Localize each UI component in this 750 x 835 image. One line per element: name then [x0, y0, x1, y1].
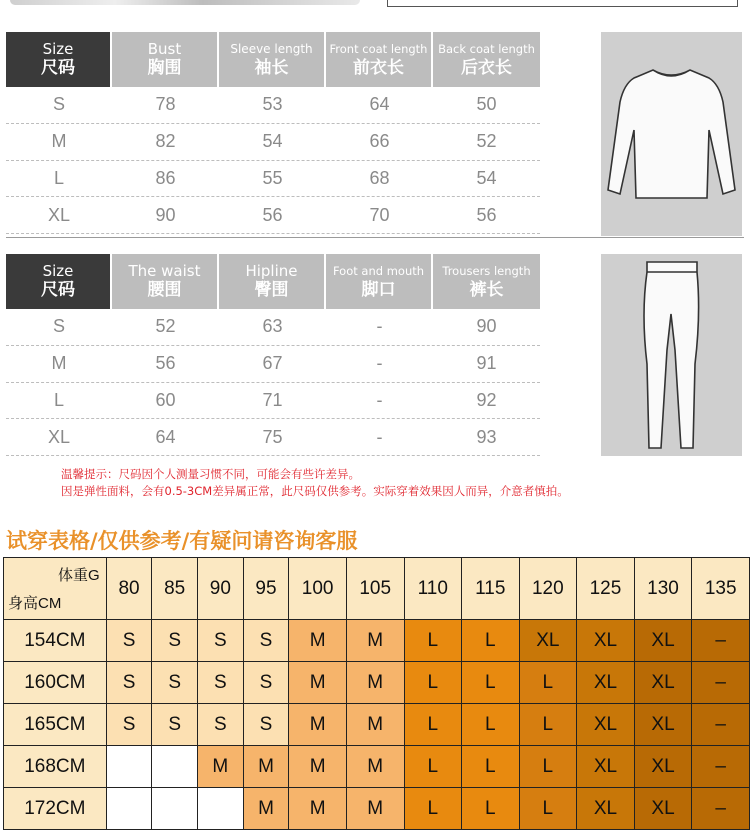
height-cell: 165CM — [4, 704, 107, 746]
fit-size-cell: L — [404, 620, 462, 662]
fit-size-cell: XL — [634, 662, 692, 704]
size-cell: XL — [47, 426, 71, 447]
measure-cell: 50 — [476, 94, 497, 115]
fit-size-cell: XL — [634, 788, 692, 830]
fit-size-cell: M — [346, 788, 404, 830]
height-cell: 154CM — [4, 620, 107, 662]
weight-header-cell: 110 — [404, 558, 462, 620]
size-cell: M — [51, 131, 67, 152]
measure-cell: - — [376, 389, 383, 410]
header-hipline: Hipline 臀围 — [219, 254, 326, 309]
fit-size-cell: XL — [634, 620, 692, 662]
measure-cell: - — [376, 353, 383, 374]
fit-size-cell: M — [346, 662, 404, 704]
measure-cell: 56 — [476, 204, 497, 225]
fit-size-cell: S — [152, 662, 198, 704]
measure-cell: 54 — [476, 167, 497, 188]
weight-header-cell: 115 — [462, 558, 520, 620]
top-cropped-strip — [0, 0, 750, 8]
leggings-icon — [601, 254, 742, 456]
measure-cell: 91 — [476, 353, 497, 374]
fit-row — [4, 662, 750, 704]
fit-size-cell: L — [462, 704, 520, 746]
header-trousers-length: Trousers length 裤长 — [433, 254, 540, 309]
note-line-2: 因是弹性面料，会有0.5-3CM差异属正常，此尺码仅供参考。实际穿着效果因人而异，介意者慎拍。 — [61, 484, 569, 498]
size-row — [6, 419, 540, 456]
fit-size-cell: S — [152, 704, 198, 746]
fit-size-cell: M — [243, 746, 289, 788]
measure-cell: 92 — [476, 389, 497, 410]
fit-size-cell: – — [692, 704, 750, 746]
fit-size-cell: M — [289, 704, 347, 746]
fit-size-cell: M — [289, 662, 347, 704]
fit-size-cell: M — [289, 746, 347, 788]
measure-cell: - — [376, 316, 383, 337]
header-front-coat-length: Front coat length 前衣长 — [326, 32, 433, 87]
weight-header-cell: 90 — [198, 558, 244, 620]
weight-header-cell: 120 — [519, 558, 577, 620]
header-bust: Bust 胸围 — [112, 32, 219, 87]
header-waist: The waist 腰围 — [112, 254, 219, 309]
measure-cell: - — [376, 426, 383, 447]
fit-size-cell: M — [198, 746, 244, 788]
fit-size-cell: – — [692, 662, 750, 704]
fit-size-cell: XL — [634, 704, 692, 746]
fit-size-cell — [198, 788, 244, 830]
fit-size-cell: S — [106, 620, 152, 662]
measure-cell: 90 — [476, 316, 497, 337]
size-row — [6, 124, 540, 161]
size-row — [6, 346, 540, 383]
weight-label: 体重G — [58, 567, 100, 584]
fit-size-cell: M — [289, 620, 347, 662]
measure-cell: 70 — [369, 204, 390, 225]
fit-size-cell: XL — [577, 746, 635, 788]
measure-cell: 52 — [476, 131, 497, 152]
size-cell: XL — [47, 204, 71, 225]
measure-cell: 56 — [262, 204, 283, 225]
fit-size-cell: S — [198, 620, 244, 662]
fit-size-cell: S — [106, 662, 152, 704]
measure-cell: 66 — [369, 131, 390, 152]
measure-cell: 90 — [155, 204, 176, 225]
weight-header-cell: 125 — [577, 558, 635, 620]
fit-table-title: 试穿表格/仅供参考/有疑问请咨询客服 — [6, 529, 358, 553]
weight-header-cell: 100 — [289, 558, 347, 620]
weight-header-cell: 130 — [634, 558, 692, 620]
shirt-image — [601, 32, 742, 236]
measure-cell: 86 — [155, 167, 176, 188]
fit-size-cell: L — [519, 746, 577, 788]
fit-size-cell: M — [346, 620, 404, 662]
fit-size-cell: L — [519, 662, 577, 704]
fit-size-cell: L — [462, 662, 520, 704]
measure-cell: 78 — [155, 94, 176, 115]
measure-cell: 56 — [155, 353, 176, 374]
fit-row — [4, 788, 750, 830]
size-cell: S — [52, 94, 65, 115]
size-row — [6, 87, 540, 124]
fit-size-cell: – — [692, 788, 750, 830]
fit-size-cell: L — [404, 788, 462, 830]
header-back-coat-length: Back coat length 后衣长 — [433, 32, 540, 87]
fit-size-cell: S — [152, 620, 198, 662]
fit-size-cell: S — [243, 704, 289, 746]
fit-size-cell: M — [243, 788, 289, 830]
weight-header-cell: 80 — [106, 558, 152, 620]
fit-size-cell: XL — [577, 620, 635, 662]
header-size: Size 尺码 — [6, 254, 112, 309]
measure-cell: 82 — [155, 131, 176, 152]
header-size: Size 尺码 — [6, 32, 112, 87]
measure-cell: 68 — [369, 167, 390, 188]
fit-size-cell — [106, 746, 152, 788]
measure-cell: 60 — [155, 389, 176, 410]
bottom-table-header — [6, 254, 540, 309]
top-table-header — [6, 32, 540, 87]
measure-cell: 55 — [262, 167, 283, 188]
fit-size-cell: XL — [577, 662, 635, 704]
fit-size-cell: – — [692, 746, 750, 788]
corner-cell — [4, 558, 107, 620]
weight-header-cell: 105 — [346, 558, 404, 620]
header-sleeve-length: Sleeve length 袖长 — [219, 32, 326, 87]
fit-size-cell: M — [346, 704, 404, 746]
size-cell: S — [52, 316, 65, 337]
fit-table — [3, 557, 750, 830]
fit-size-cell: XL — [577, 788, 635, 830]
fit-size-cell — [152, 788, 198, 830]
fit-size-cell: L — [404, 704, 462, 746]
measure-cell: 54 — [262, 131, 283, 152]
fit-size-cell: S — [106, 704, 152, 746]
fit-size-cell: M — [346, 746, 404, 788]
cropped-box-edge — [387, 0, 738, 7]
divider — [6, 237, 744, 238]
fit-size-cell: S — [243, 620, 289, 662]
size-row — [6, 161, 540, 198]
fit-size-cell: L — [519, 704, 577, 746]
measure-cell: 75 — [262, 426, 283, 447]
fit-size-cell — [106, 788, 152, 830]
measure-cell: 93 — [476, 426, 497, 447]
measure-cell: 64 — [369, 94, 390, 115]
measure-cell: 71 — [262, 389, 283, 410]
measure-cell: 67 — [262, 353, 283, 374]
header-foot-and-mouth: Foot and mouth 脚口 — [326, 254, 433, 309]
top-size-table — [6, 32, 540, 234]
size-cell: L — [53, 167, 64, 188]
height-cell: 172CM — [4, 788, 107, 830]
size-row — [6, 383, 540, 420]
fit-size-cell: S — [198, 704, 244, 746]
fit-size-cell: L — [462, 788, 520, 830]
fit-size-cell: XL — [577, 704, 635, 746]
size-cell: M — [51, 353, 67, 374]
size-cell: L — [53, 389, 64, 410]
leggings-image — [601, 254, 742, 456]
fit-row — [4, 746, 750, 788]
fit-row — [4, 620, 750, 662]
cropped-image-edge — [10, 0, 360, 5]
fit-size-cell: L — [404, 746, 462, 788]
weight-header-cell: 135 — [692, 558, 750, 620]
weight-header-cell: 85 — [152, 558, 198, 620]
size-row — [6, 309, 540, 346]
size-row — [6, 197, 540, 234]
measure-cell: 52 — [155, 316, 176, 337]
measure-cell: 63 — [262, 316, 283, 337]
weight-header-cell: 95 — [243, 558, 289, 620]
fit-size-cell: L — [462, 746, 520, 788]
fit-size-cell — [152, 746, 198, 788]
fit-size-cell: S — [198, 662, 244, 704]
measure-cell: 64 — [155, 426, 176, 447]
fit-size-cell: – — [692, 620, 750, 662]
fit-size-cell: S — [243, 662, 289, 704]
bottom-size-table — [6, 254, 540, 456]
fit-size-cell: M — [289, 788, 347, 830]
fit-size-cell: L — [404, 662, 462, 704]
fit-size-cell: XL — [634, 746, 692, 788]
note-line-1: 温馨提示：尺码因个人测量习惯不同，可能会有些许差异。 — [61, 467, 360, 481]
fit-row — [4, 704, 750, 746]
measure-cell: 53 — [262, 94, 283, 115]
height-cell: 160CM — [4, 662, 107, 704]
height-label: 身高CM — [8, 595, 62, 612]
height-cell: 168CM — [4, 746, 107, 788]
fit-size-cell: L — [519, 788, 577, 830]
long-sleeve-shirt-icon — [601, 32, 742, 236]
fit-size-cell: L — [462, 620, 520, 662]
fit-size-cell: XL — [519, 620, 577, 662]
